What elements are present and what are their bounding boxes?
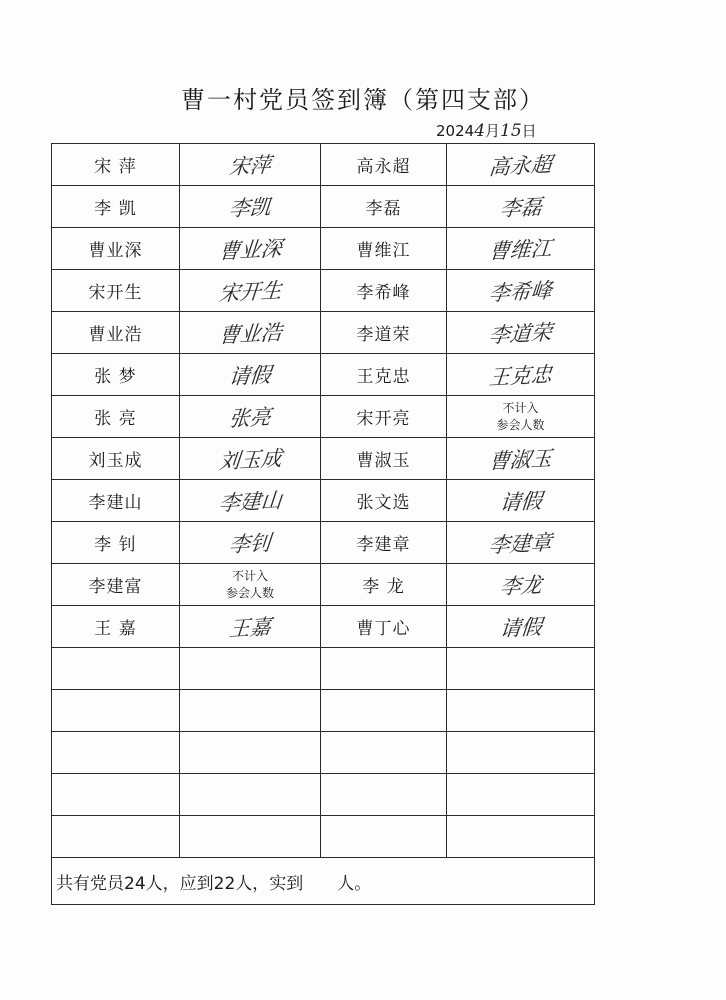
member-name bbox=[321, 186, 447, 228]
signature bbox=[447, 480, 595, 522]
empty-row bbox=[52, 732, 595, 774]
signature bbox=[180, 228, 321, 270]
signature-text: 曹业深 bbox=[217, 235, 283, 264]
member-name-text: 曹维江 bbox=[356, 241, 411, 261]
member-name bbox=[321, 312, 447, 354]
signature-text: 李建山 bbox=[217, 487, 283, 516]
member-name-text: 王 嘉 bbox=[94, 619, 137, 639]
signature-text: 曹淑玉 bbox=[487, 445, 553, 474]
member-name-text: 李 凯 bbox=[94, 199, 137, 219]
member-name-text: 宋开亮 bbox=[356, 409, 411, 429]
empty-cell bbox=[52, 816, 180, 858]
empty-row bbox=[52, 690, 595, 732]
table-row bbox=[52, 480, 595, 522]
date-month-handwritten: 4 bbox=[474, 121, 486, 141]
empty-cell bbox=[52, 648, 180, 690]
signature bbox=[447, 522, 595, 564]
member-name bbox=[52, 522, 180, 564]
date-day-handwritten: 15 bbox=[500, 121, 522, 141]
member-name bbox=[52, 354, 180, 396]
signature bbox=[180, 396, 321, 438]
date-year: 2024 bbox=[436, 122, 475, 140]
signature bbox=[180, 438, 321, 480]
empty-cell bbox=[180, 732, 321, 774]
signature-text: 曹业浩 bbox=[217, 319, 283, 348]
member-name bbox=[321, 396, 447, 438]
date-day-label: 日 bbox=[521, 122, 537, 140]
empty-cell bbox=[52, 690, 180, 732]
empty-cell bbox=[321, 774, 447, 816]
signature-text: 李凯 bbox=[227, 194, 272, 221]
signature-text: 请假 bbox=[498, 488, 543, 515]
member-name-text: 张文选 bbox=[356, 493, 411, 513]
exclusion-note bbox=[180, 564, 321, 606]
signature bbox=[447, 564, 595, 606]
empty-cell bbox=[447, 816, 595, 858]
member-name-text: 李道荣 bbox=[356, 325, 411, 345]
empty-row bbox=[52, 816, 595, 858]
member-name-text: 李建富 bbox=[88, 577, 143, 597]
member-name bbox=[52, 606, 180, 648]
signature-text: 宋萍 bbox=[227, 152, 272, 179]
signature bbox=[180, 354, 321, 396]
signature bbox=[180, 522, 321, 564]
signature-text: 李建章 bbox=[487, 529, 553, 558]
signature bbox=[447, 606, 595, 648]
signature-text: 曹维江 bbox=[487, 235, 553, 264]
empty-cell bbox=[180, 816, 321, 858]
signature-text: 宋开生 bbox=[217, 277, 283, 306]
table-row bbox=[52, 354, 595, 396]
exclusion-note-text: 不计入 参会人数 bbox=[496, 400, 545, 432]
table-row bbox=[52, 606, 595, 648]
signature-text: 请假 bbox=[227, 362, 272, 389]
signature-text: 王克忠 bbox=[487, 361, 553, 390]
member-name bbox=[321, 606, 447, 648]
member-name bbox=[321, 480, 447, 522]
signature-text: 刘玉成 bbox=[217, 445, 283, 474]
signature-text: 李希峰 bbox=[487, 277, 553, 306]
page-title: 曹一村党员签到簿（第四支部） bbox=[181, 86, 545, 114]
member-name-text: 曹业深 bbox=[88, 241, 143, 261]
member-name-text: 曹业浩 bbox=[88, 325, 143, 345]
table-row bbox=[52, 270, 595, 312]
signature-text: 李钊 bbox=[227, 530, 272, 557]
table-row bbox=[52, 228, 595, 270]
attendance-summary: 共有党员24人，应到22人，实到 人。 bbox=[52, 858, 595, 905]
date-month-label: 月 bbox=[485, 122, 501, 140]
member-name bbox=[52, 480, 180, 522]
empty-cell bbox=[321, 816, 447, 858]
signature bbox=[180, 186, 321, 228]
exclusion-note-text: 不计入 参会人数 bbox=[225, 568, 274, 600]
signature-text: 王嘉 bbox=[227, 614, 272, 641]
member-name-text: 张 梦 bbox=[94, 367, 137, 387]
table-row bbox=[52, 144, 595, 186]
empty-cell bbox=[52, 774, 180, 816]
signature bbox=[447, 312, 595, 354]
empty-cell bbox=[180, 648, 321, 690]
member-name-text: 李 龙 bbox=[362, 577, 405, 597]
signature bbox=[180, 144, 321, 186]
member-name-text: 李 钊 bbox=[94, 535, 137, 555]
signature bbox=[447, 228, 595, 270]
member-name bbox=[52, 186, 180, 228]
sign-in-table bbox=[51, 143, 595, 905]
member-name bbox=[321, 438, 447, 480]
signature-text: 高永超 bbox=[487, 151, 553, 180]
signature bbox=[180, 480, 321, 522]
empty-row bbox=[52, 648, 595, 690]
empty-cell bbox=[180, 690, 321, 732]
member-name bbox=[321, 144, 447, 186]
empty-cell bbox=[321, 732, 447, 774]
member-name bbox=[52, 270, 180, 312]
exclusion-note bbox=[447, 396, 595, 438]
empty-cell bbox=[52, 732, 180, 774]
member-name bbox=[321, 354, 447, 396]
member-name bbox=[52, 228, 180, 270]
empty-cell bbox=[321, 648, 447, 690]
table-row bbox=[52, 186, 595, 228]
empty-cell bbox=[447, 732, 595, 774]
member-name-text: 宋开生 bbox=[88, 283, 143, 303]
member-name-text: 李建山 bbox=[88, 493, 143, 513]
member-name bbox=[321, 564, 447, 606]
member-name bbox=[52, 564, 180, 606]
signature-text: 张亮 bbox=[227, 404, 272, 431]
empty-cell bbox=[447, 690, 595, 732]
member-name-text: 曹丁心 bbox=[356, 619, 411, 639]
signature bbox=[447, 270, 595, 312]
table-row bbox=[52, 396, 595, 438]
signature-text: 李龙 bbox=[498, 572, 543, 599]
empty-row bbox=[52, 774, 595, 816]
member-name bbox=[52, 396, 180, 438]
table-row bbox=[52, 522, 595, 564]
member-name-text: 宋 萍 bbox=[94, 157, 137, 177]
signature-text: 李磊 bbox=[498, 194, 543, 221]
member-name bbox=[52, 144, 180, 186]
summary-row bbox=[52, 858, 595, 905]
signature bbox=[180, 606, 321, 648]
member-name bbox=[321, 228, 447, 270]
signature bbox=[447, 438, 595, 480]
member-name bbox=[52, 312, 180, 354]
member-name-text: 张 亮 bbox=[94, 409, 137, 429]
signature bbox=[447, 186, 595, 228]
empty-cell bbox=[180, 774, 321, 816]
table-row bbox=[52, 438, 595, 480]
signature bbox=[180, 312, 321, 354]
signature bbox=[447, 144, 595, 186]
member-name-text: 李磊 bbox=[365, 199, 402, 219]
sign-date bbox=[436, 120, 537, 141]
empty-cell bbox=[447, 648, 595, 690]
member-name-text: 王克忠 bbox=[356, 367, 411, 387]
member-name bbox=[321, 270, 447, 312]
member-name bbox=[321, 522, 447, 564]
table-row bbox=[52, 564, 595, 606]
member-name-text: 曹淑玉 bbox=[356, 451, 411, 471]
member-name-text: 李建章 bbox=[356, 535, 411, 555]
empty-cell bbox=[447, 774, 595, 816]
signature-text: 李道荣 bbox=[487, 319, 553, 348]
signature bbox=[447, 354, 595, 396]
table-row bbox=[52, 312, 595, 354]
signature bbox=[180, 270, 321, 312]
member-name-text: 李希峰 bbox=[356, 283, 411, 303]
member-name-text: 刘玉成 bbox=[88, 451, 143, 471]
member-name bbox=[52, 438, 180, 480]
signature-text: 请假 bbox=[498, 614, 543, 641]
empty-cell bbox=[321, 690, 447, 732]
member-name-text: 高永超 bbox=[356, 157, 411, 177]
